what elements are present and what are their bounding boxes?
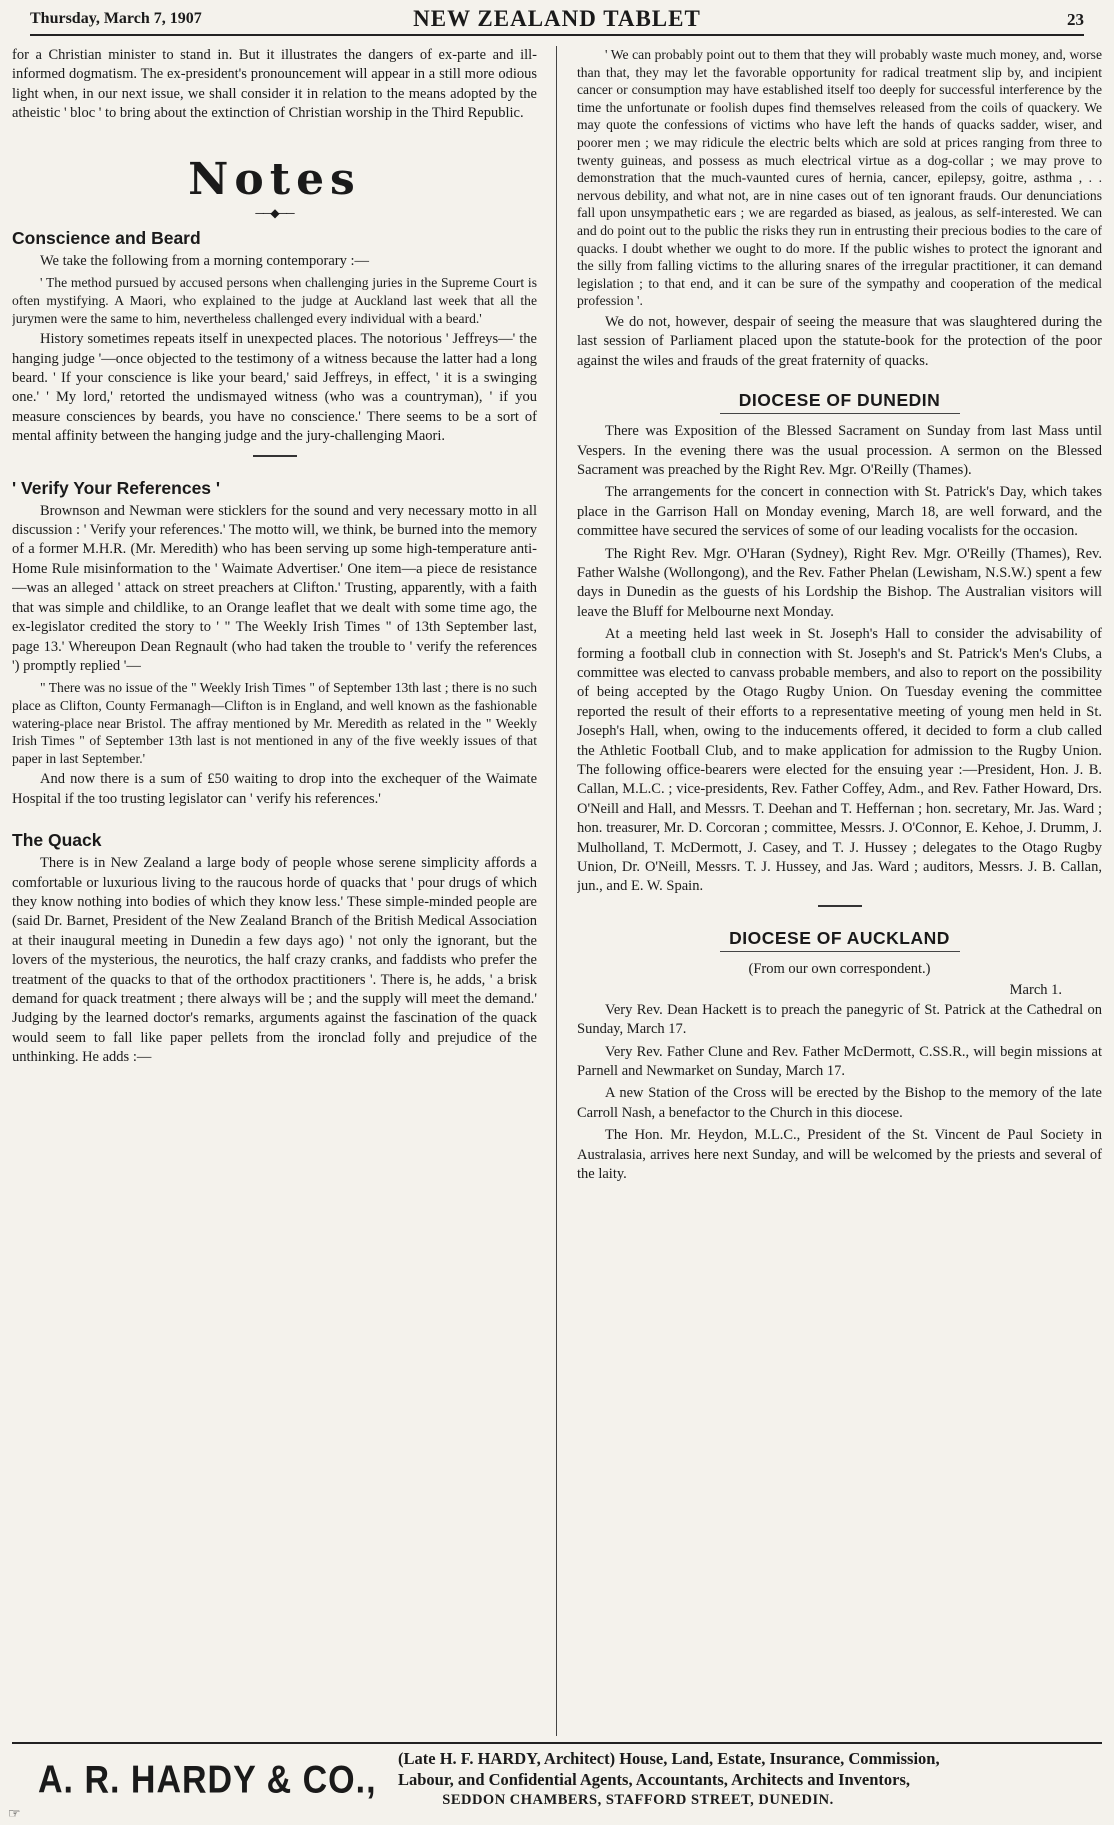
section-rule bbox=[253, 455, 297, 457]
section-heading-verify: ' Verify Your References ' bbox=[12, 477, 221, 498]
advertisement-line: Labour, and Confidential Agents, Accountants, Architects and Inventors, bbox=[398, 1770, 911, 1789]
section-heading-auckland: DIOCESE OF AUCKLAND bbox=[729, 927, 950, 948]
advertisement-rule bbox=[12, 1742, 1102, 1744]
paragraph: Brownson and Newman were sticklers for the sound and very necessary motto in all discussion : ' Verify your references.' The motto will, we think, be burned into the memory of a former M.H.R. (Mr. Meredith) who has been serving up some high-temperature anti-Home Rule misinformation to the ' Waimate Advertiser.' One item—a piece de resistance—was an alleged ' attack on street preachers at Clifton.' Trusting, apparently, with a faith that was simple and childlike, to an Orange leaflet that we dealt with some time ago, the ex-legislator credited the story to ' " The Weekly Irish Times " of 13th September last, page 13.' Whereupon Dean Regnault (who had taken the trouble to ' verify the references ') promptly replied '— bbox=[12, 502, 537, 674]
section-heading-quack: The Quack bbox=[12, 830, 102, 851]
quoted-paragraph: ' We can probably point out to them that they will probably waste much money, and, worse than that, they may let the favorable opportunity for radical treatment slip by, and incipient cancer or consumption may have established itself too deeply for successful interference by the time the unfortunate or foolish dupes find themselves released from the coils of quackery. We may quote the confessions of victims who have left the hands of quacks sadder, wiser, and poorer men ; we may ridicule the electric belts which are sold at prices ranging from three to twenty guineas, and possess as much electrical virtue as a dog-collar ; we may prove to demonstration that the much-vaunted cures of hernia, cancer, epilepsy, goitre, asthma , . . nervous debility, and what not, are in nine cases out of ten ignorant frauds. Our denunciations fall upon unsympathetic ears ; we are regarded as biased, as jealous, as self-interested. We can and do point out to the public the risks they run in entrusting their precious bodies to the care of quacks. I doubt whether we ought to do more. If the public wishes to protect the ignorant and the silly from falling victims to the alluring snares of the irregular practitioner, it can demand legislation ; to that end, and it can be sure of the sympathy and cooperation of the medical profession '. bbox=[577, 47, 1102, 309]
heading-rule bbox=[720, 951, 960, 952]
paragraph: Very Rev. Father Clune and Rev. Father McDermott, C.SS.R., will begin missions at Parnell and Newmarket on Sunday, March 17. bbox=[577, 1043, 1102, 1079]
column-divider bbox=[556, 46, 557, 1736]
paragraph: We do not, however, despair of seeing the measure that was slaughtered during the last session of Parliament placed upon the statute-book for the protection of the poor against the wiles and frauds of the great fraternity of quacks. bbox=[577, 313, 1102, 369]
paragraph: We take the following from a morning contemporary :— bbox=[40, 253, 370, 270]
paragraph: History sometimes repeats itself in unexpected places. The notorious ' Jeffreys—' the hanging judge '—once objected to the testimony of a witness because the latter had a long beard. ' If your conscience is like your beard,' said Jeffreys, in effect, ' it is a swinging one.' ' My lord,' retorted the undismayed witness (who was a countryman), ' if you measure consciences by beards, you have no conscience.' There seems to be a sort of mental affinity between the hanging judge and the jury-challenging Maori. bbox=[12, 331, 537, 445]
advertisement-line: (Late H. F. HARDY, Architect) House, Land, Estate, Insurance, Commission, bbox=[398, 1749, 940, 1768]
advertisement-text bbox=[398, 1748, 1098, 1811]
paragraph: The arrangements for the concert in connection with St. Patrick's Day, which takes place in the Garrison Hall on Monday evening, March 18, are well forward, and the committee have secured the services of some of our leading vocalists for the occasion. bbox=[577, 484, 1102, 540]
paragraph: The Hon. Mr. Heydon, M.L.C., President of the St. Vincent de Paul Society in Australasia, arrives here next Sunday, and will be welcomed by the priests and several of the laity. bbox=[577, 1127, 1102, 1182]
paragraph: A new Station of the Cross will be erected by the Bishop to the memory of the late Carroll Nash, a benefactor to the Church in this diocese. bbox=[577, 1085, 1102, 1121]
issue-date: Thursday, March 7, 1907 bbox=[30, 10, 202, 27]
notes-heading: Notes bbox=[188, 153, 361, 205]
advertiser-name: A. R. HARDY & CO., bbox=[38, 1758, 377, 1802]
right-column bbox=[577, 46, 1102, 1736]
paragraph: Very Rev. Dean Hackett is to preach the panegyric of St. Patrick at the Cathedral on Sunday, March 17. bbox=[577, 1001, 1102, 1038]
advertisement-address: SEDDON CHAMBERS, STAFFORD STREET, DUNEDIN. bbox=[442, 1792, 834, 1808]
section-heading-conscience: Conscience and Beard bbox=[12, 228, 201, 249]
paragraph: There was Exposition of the Blessed Sacrament on Sunday from last Mass until Vespers. In the evening there was the usual procession. A sermon on the Blessed Sacrament was preached by the Right Rev. Mgr. O'Reilly (Thames). bbox=[577, 423, 1102, 478]
advertisement bbox=[0, 1742, 1114, 1822]
masthead bbox=[30, 6, 1084, 36]
left-column bbox=[12, 46, 537, 1736]
paragraph: And now there is a sum of £50 waiting to drop into the exchequer of the Waimate Hospital if the too trusting legislator can ' verify his references.' bbox=[12, 771, 537, 807]
heading-rule bbox=[720, 413, 960, 414]
correspondent-byline: (From our own correspondent.) bbox=[748, 960, 931, 977]
paragraph: At a meeting held last week in St. Joseph's Hall to consider the advisability of forming a football club in connection with St. Joseph's and St. Patrick's Men's Clubs, a committee was elected to canvass probable members, and also to report on the possibility of being accepted by the Otago Rugby Union. On Tuesday evening the committee reported the result of their efforts to a representative meeting of young men held in St. Joseph's Hall, when, owing to the inducements offered, it decided to form a club called the Athletic Football Club, and to make application for admission to the Rugby Union. The following office-bearers were elected for the ensuing year :—President, Hon. J. B. Callan, M.L.C. ; vice-presidents, Rev. Father Coffey, Adm., and Rev. Father Howard, Drs. O'Neill and Hall, and Messrs. T. Deehan and T. Heffernan ; hon. secretary, Mr. Jas. Ward ; hon. treasurer, Mr. D. Corcoran ; committee, Messrs. J. O'Connor, E. Kehoe, J. Drumm, J. Mulholland, T. McDermott, J. Casey, and T. J. Hussey ; delegates to the Otago Rugby Union, Dr. O'Neill, Messrs. T. J. Hussey, and Jas. Ward ; auditors, Messrs. J. B. Callan, jun., and E. W. Spain. bbox=[577, 626, 1102, 895]
paragraph: There is in New Zealand a large body of people whose serene simplicity affords a comfortable or luxurious living to the raucous horde of quacks that ' pour drugs of which they know nothing into bodies of which they know less.' These simple-minded people are (said Dr. Barnet, President of the New Zealand Branch of the British Medical Association at their inaugural meeting in Dunedin a few days ago) ' not only the ignorant, but the lovers of the mysterious, the neurotics, the half crazy cranks, and faddists who prefer the treatment of the quacks to that of the orthodox practitioners '. There is, he adds, ' a brisk demand for quack treatment ; there always will be ; and the supply will meet the demand.' Judging by the learned doctor's remarks, arguments against the fascination of the quack would seem to fall like paper pellets from the ironclad folly and prejudice of the unthinking. He adds :— bbox=[12, 855, 537, 1066]
paragraph: The Right Rev. Mgr. O'Haran (Sydney), Right Rev. Mgr. O'Reilly (Thames), Rev. Father Walshe (Wollongong), and the Rev. Father Phelan (Lewisham, N.S.W.) spent a few days in Dunedin as the guests of his Lordship the Bishop. The Australian visitors will leave the Bluff for Melbourne next Monday. bbox=[577, 545, 1102, 620]
section-heading-dunedin: DIOCESE OF DUNEDIN bbox=[738, 390, 941, 411]
quoted-paragraph: " There was no issue of the " Weekly Irish Times " of September 13th last ; there is no such place as Clifton, County Fermanagh—Clifton is in England, and well known as the fashionable watering-place near Bristol. The affray mentioned by Mr. Meredith as related in the " Weekly Irish Times " of September 13th last is not mentioned in any of the five weekly issues of that paper in last September.' bbox=[12, 680, 537, 766]
page-number: 23 bbox=[1067, 10, 1084, 29]
dateline: March 1. bbox=[1009, 982, 1062, 999]
quoted-paragraph: ' The method pursued by accused persons when challenging juries in the Supreme Court is often mystifying. A Maori, who explained to the judge at Auckland last week that all the jurymen were the same to him, nevertheless challenged every individual with a beard.' bbox=[12, 275, 537, 326]
newspaper-title: NEW ZEALAND TABLET bbox=[413, 6, 701, 31]
article-continuation: for a Christian minister to stand in. But it illustrates the dangers of ex-parte and ill-informed dogmatism. The ex-president's pronouncement will appear in a still more odious light when, in our next issue, we shall consider it in relation to the means adopted by the atheistic ' bloc ' to bring about the extinction of Christian worship in the Third Republic. bbox=[12, 47, 537, 122]
pointing-hand-icon: ☞ bbox=[8, 1806, 21, 1822]
section-rule bbox=[818, 905, 862, 907]
ornament-divider-icon: ──◆── bbox=[255, 205, 294, 220]
